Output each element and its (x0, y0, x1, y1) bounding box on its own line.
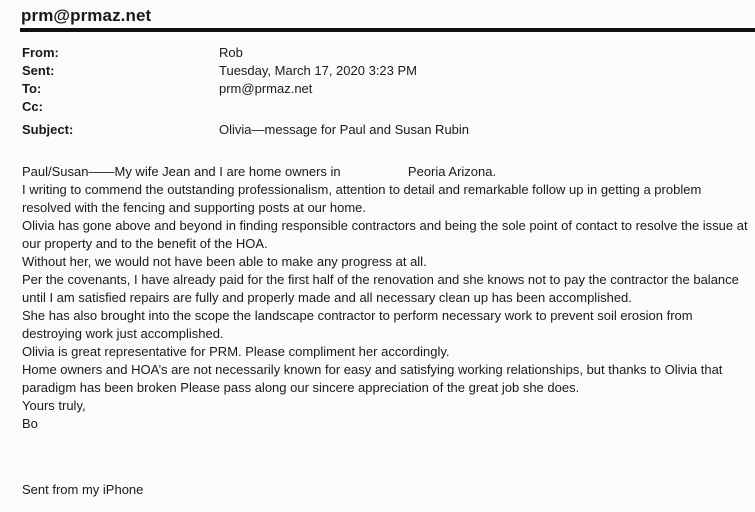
email-body (22, 163, 752, 415)
body-paragraph: Home owners and HOA’s are not necessarily known for easy and satisfying working relationships, but thanks to Olivia that paradigm has been broken Please pass along our sincere appreciation of the great job she does. (22, 362, 723, 395)
header-label: From: (22, 45, 59, 60)
header-cc (22, 98, 469, 116)
sent-date: Tuesday, March 17, 2020 3:23 PM (219, 63, 417, 78)
closing-line: Yours truly, (22, 398, 86, 413)
signature: Bo (22, 416, 38, 431)
header-label: To: (22, 81, 42, 96)
body-paragraph: She has also brought into the scope the landscape contractor to perform necessary work to prevent soil erosion from destroying work just accomplished. (22, 308, 693, 341)
body-paragraph: Without her, we would not have been able to make any progress at all. (22, 254, 427, 269)
header-label: Cc: (22, 99, 43, 114)
body-paragraph: Olivia is great representative for PRM. Please compliment her accordingly. (22, 344, 450, 359)
header-from (22, 44, 469, 62)
header-label: Subject: (22, 122, 74, 137)
email-headers (22, 44, 469, 139)
header-to (22, 80, 469, 98)
account-address: prm@prmaz.net (21, 6, 152, 25)
subject-line: Olivia—message for Paul and Susan Rubin (219, 122, 470, 137)
body-paragraph: Per the covenants, I have already paid for the first half of the renovation and she knows not to pay the contractor the balance until I am satisfied repairs are fully and properly made and all necessary clean up has been accomplished. (22, 272, 739, 305)
header-subject (22, 121, 469, 139)
greeting-location: Peoria Arizona. (407, 164, 497, 179)
body-paragraph: Olivia has gone above and beyond in finding responsible contractors and being the sole point of contact to resolve the issue at our property and to the benefit of the HOA. (22, 218, 748, 251)
recipient-address: prm@prmaz.net (219, 81, 313, 96)
mobile-footer: Sent from my iPhone (22, 482, 144, 497)
greeting-line (22, 163, 752, 181)
sender-name: Rob (219, 45, 243, 60)
body-paragraph: I writing to commend the outstanding professionalism, attention to detail and remarkable follow up in getting a problem resolved with the fencing and supporting posts at our home. (22, 182, 702, 215)
greeting-text: Paul/Susan——My wife Jean and I are home owners in (22, 164, 341, 179)
header-divider (20, 28, 755, 32)
header-sent (22, 62, 469, 80)
header-label: Sent: (22, 63, 55, 78)
